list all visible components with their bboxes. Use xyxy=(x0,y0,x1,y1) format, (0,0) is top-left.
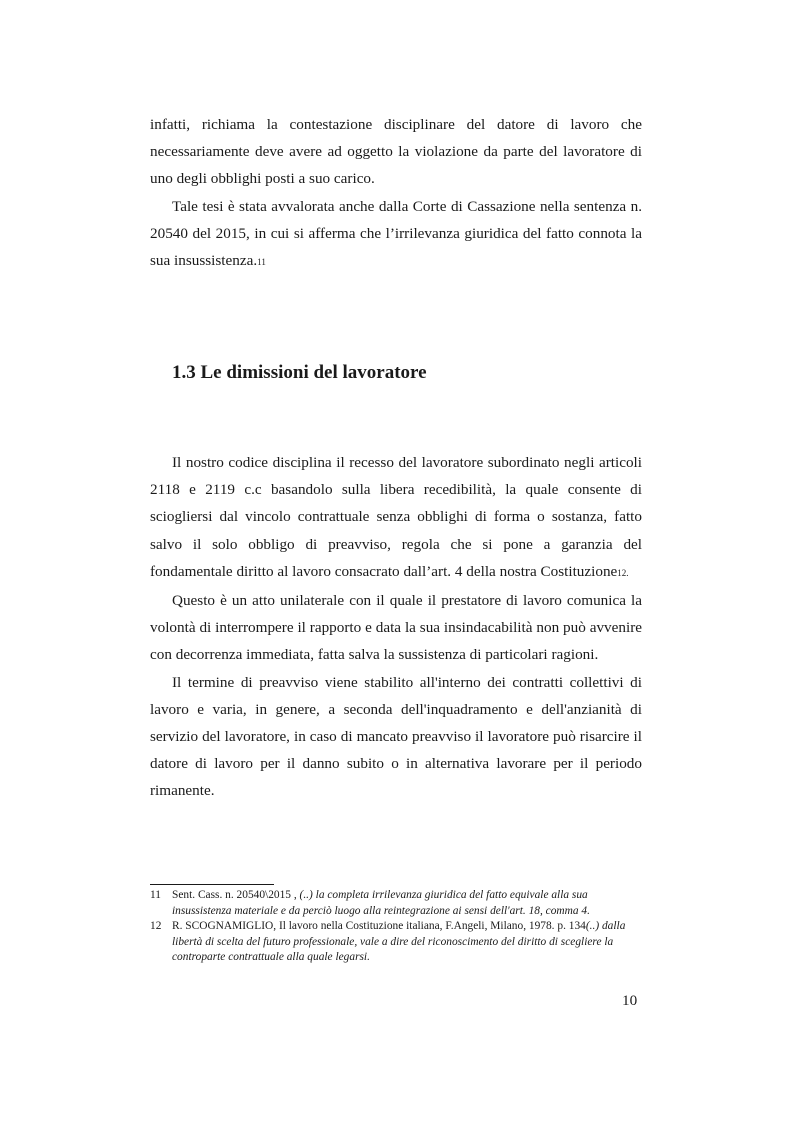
section-paragraph-1-text: Il nostro codice disciplina il recesso del lavoratore subordinato negli articoli 2118 e 2119 c.c basandolo sulla libera recedibilità, la quale consente di sciogliersi dal vincolo contrattuale senza obblighi di forma o sostanza, fatto salvo il solo obbligo di preavviso, regola che si pone a garanzia del fondamentale diritto al lavoro consacrato dall’art. 4 della nostra Costituzione xyxy=(150,454,642,580)
footnote-number: 11 xyxy=(150,889,161,901)
section-paragraph-3: Il termine di preavviso viene stabilito all'interno dei contratti collettivi di lavoro e varia, in genere, a seconda dell'inquadramento e dell'anzianità di servizio del lavoratore, in caso di mancato preavviso il lavoratore può risarcire il datore di lavoro per il danno subito o in alternativa lavorare per il periodo rimanente. xyxy=(150,673,642,800)
intro-text xyxy=(150,111,642,276)
footnote-ref-11: 11 xyxy=(257,257,266,268)
intro-paragraph-2-text: Tale tesi è stata avvalorata anche dalla Corte di Cassazione nella sentenza n. 20540 del 2015, in cui si afferma che l’irrilevanza giuridica del fatto connota la sua insussistenza. xyxy=(150,197,642,270)
section-paragraph-1 xyxy=(150,449,642,587)
intro-paragraph-2 xyxy=(150,193,642,277)
intro-paragraph-1: infatti, richiama la contestazione disciplinare del datore di lavoro che necessariamente deve avere ad oggetto la violazione da parte del lavoratore di uno degli obblighi posti a suo carico. xyxy=(150,116,642,188)
footnote-body xyxy=(172,888,650,919)
footnote-quote: (..) la completa irrilevanza giuridica del fatto equivale alla sua insussistenza materiale e da perciò luogo alla reintegrazione ai sensi dell'art. 18, comma 4. xyxy=(172,889,590,917)
footnote-separator xyxy=(150,884,274,885)
footnote-body xyxy=(172,919,650,966)
footnote-citation: Sent. Cass. n. 20540\2015 , xyxy=(172,889,300,901)
footnote-ref-12: 12. xyxy=(617,567,629,578)
page-number: 10 xyxy=(622,992,638,1009)
footnote-citation: R. SCOGNAMIGLIO, Il lavoro nella Costituzione italiana, F.Angeli, Milano, 1978. p. 134 xyxy=(172,920,586,933)
footnote-12 xyxy=(150,919,650,966)
footnote-11 xyxy=(150,888,650,919)
section-paragraph-2: Questo è un atto unilaterale con il quale il prestatore di lavoro comunica la volontà di interrompere il rapporto e data la sua insindacabilità non può avvenire con decorrenza immediata, fatta salva la sussistenza di particolari ragioni. xyxy=(150,592,642,664)
footnote-number: 12 xyxy=(150,920,162,933)
footnote-quote: (..) dalla libertà di scelta del futuro professionale, vale a dire del riconoscimento del diritto di scegliere la controparte contrattuale alla quale legarsi. xyxy=(172,920,626,964)
section-text xyxy=(150,449,642,805)
footnotes xyxy=(150,888,650,966)
section-heading: 1.3 Le dimissioni del lavoratore xyxy=(172,362,427,383)
